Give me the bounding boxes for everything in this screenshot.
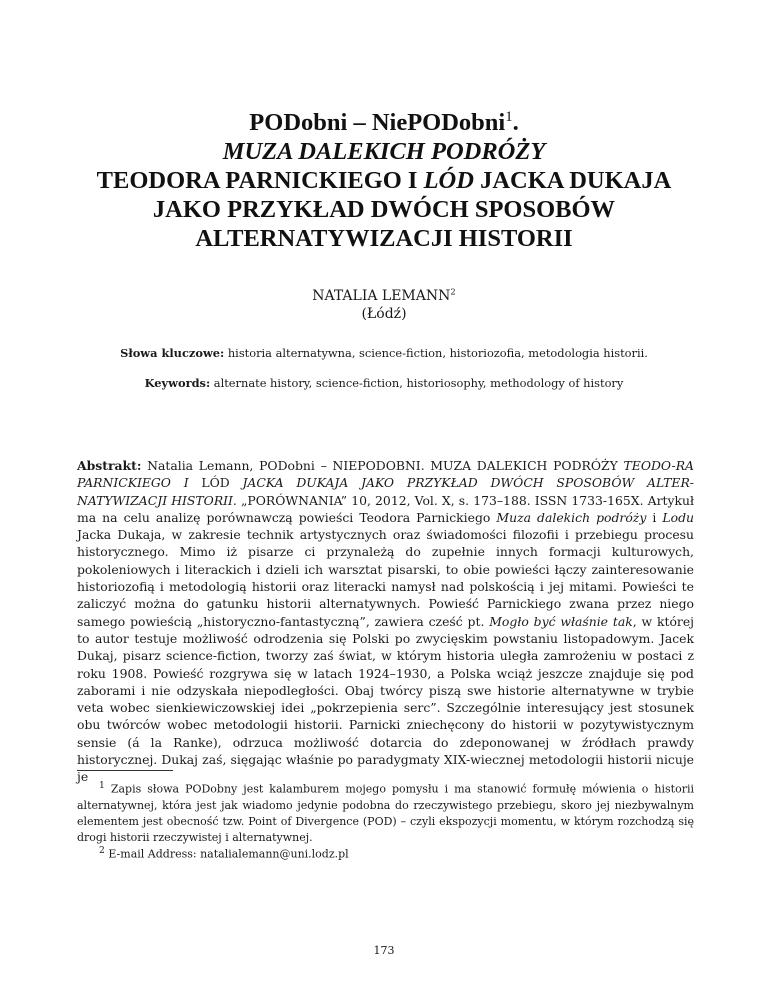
page-number: 173 [373, 944, 395, 957]
keywords-polish: Słowa kluczowe: historia alternatywna, science-fiction, historiozofia, metodologia historii. [120, 346, 648, 360]
author-name: NATALIA LEMANN$^2$ [312, 286, 456, 304]
keywords-english: Keywords: alternate history, science-fiction, historiosophy, methodology of history [144, 376, 624, 390]
title-line-5: ALTERNATYWIZACJI HISTORII [195, 225, 573, 252]
footnote-2: $^2$ E-mail Address: natalialemann@uni.lodz.pl [99, 845, 349, 861]
author-block [0, 287, 768, 323]
footnote-ref-1[interactable]: 1 [505, 108, 513, 125]
title-line-1: PODobni – NiePODobni$^1$. [249, 108, 519, 136]
author-affiliation: (Łódź) [361, 306, 407, 322]
footnote-ref-2[interactable]: 2 [450, 286, 456, 297]
title-line-4: JAKO PRZYKŁAD DWÓCH SPOSOBÓW [152, 196, 616, 223]
abstract: Abstrakt: Natalia Lemann, PODobni – NIEPODOBNI. MUZA DALEKICH PODRÓŻY TEODO-RA PARNICKIEGO I LÓD JACKA DUKAJA JAKO PRZYKŁAD DWÓCH SPOSOBÓW ALTER-NATYWIZACJI HISTORII. „PORÓWNANIA” 10, 2012, Vol. X, s. 173–188. ISSN 1733-165X. Artykuł ma na celu analizę porównawczą powieści Teodora Parnickiego Muza dalekich podróży i Lodu Jacka Dukaja, w zakresie technik artystycznych oraz świadomości filozofii i przebiegu procesu historycznego. Mimo iż pisarze ci przynależą do zupełnie innych formacji kulturowych, pokoleniowych i literackich i dzieli ich warsztat pisarski, to obie powieści łączy zainteresowanie historiozofią i metodologią historii oraz literacki namysł nad polskością i jej mitami. Powieści te zaliczyć można do gatunku historii alternatywnych. Powieść Parnickiego zwana przez niego samego powieścią „historyczno-fantastyczną”, zawiera cześć pt. Mogło być właśnie tak, w której to autor testuje możliwość odrodzenia się Polski po zwycięskim powstaniu listopadowym. Jacek Dukaj, pisarz science-fiction, tworzy zaś świat, w którym historia uległa zamrożeniu w postaci z roku 1908. Powieść rozgrywa się w latach 1924–1930, a Polska wciąż jeszcze znajduje się pod zaborami i nie odzyskała niepodległości. Obaj twórcy piszą swe historie alternatywne w trybie veta wobec sienkiewiczowskiej idei „pokrzepienia serc”. Szczególnie interesujący jest stosunek obu twórców wobec metodologii historii. Parnicki zniechęcony do historii w pozytywistycznym sensie (á la Ranke), odrzuca możliwość dotarcia do zdeponowanej w źródłach prawdy historycznej. Dukaj zaś, sięgając właśnie po paradygmaty XIX-wiecznej metodologii historii nicuje je [77, 458, 695, 785]
footnote-divider [77, 770, 173, 771]
article-title [0, 108, 768, 253]
title-line-2: MUZA DALEKICH PODRÓŻY [222, 138, 546, 165]
title-line-3: TEODORA PARNICKIEGO I LÓD JACKA DUKAJA [96, 167, 672, 194]
footnote-1: $^1$ Zapis słowa PODobny jest kalamburem mojego pomysłu i ma stanowić formułę mówienia o historii alternatywnej, która jest jak wiadomo jedynie podobna do rzeczywistego przebiegu, skoro jej niezbywalnym elementem jest obecność tzw. Point of Divergence (POD) – czyli ekspozycji momentu, w którym rozchodzą się drogi historii rzeczywistej i alternatywnej. [77, 780, 694, 844]
